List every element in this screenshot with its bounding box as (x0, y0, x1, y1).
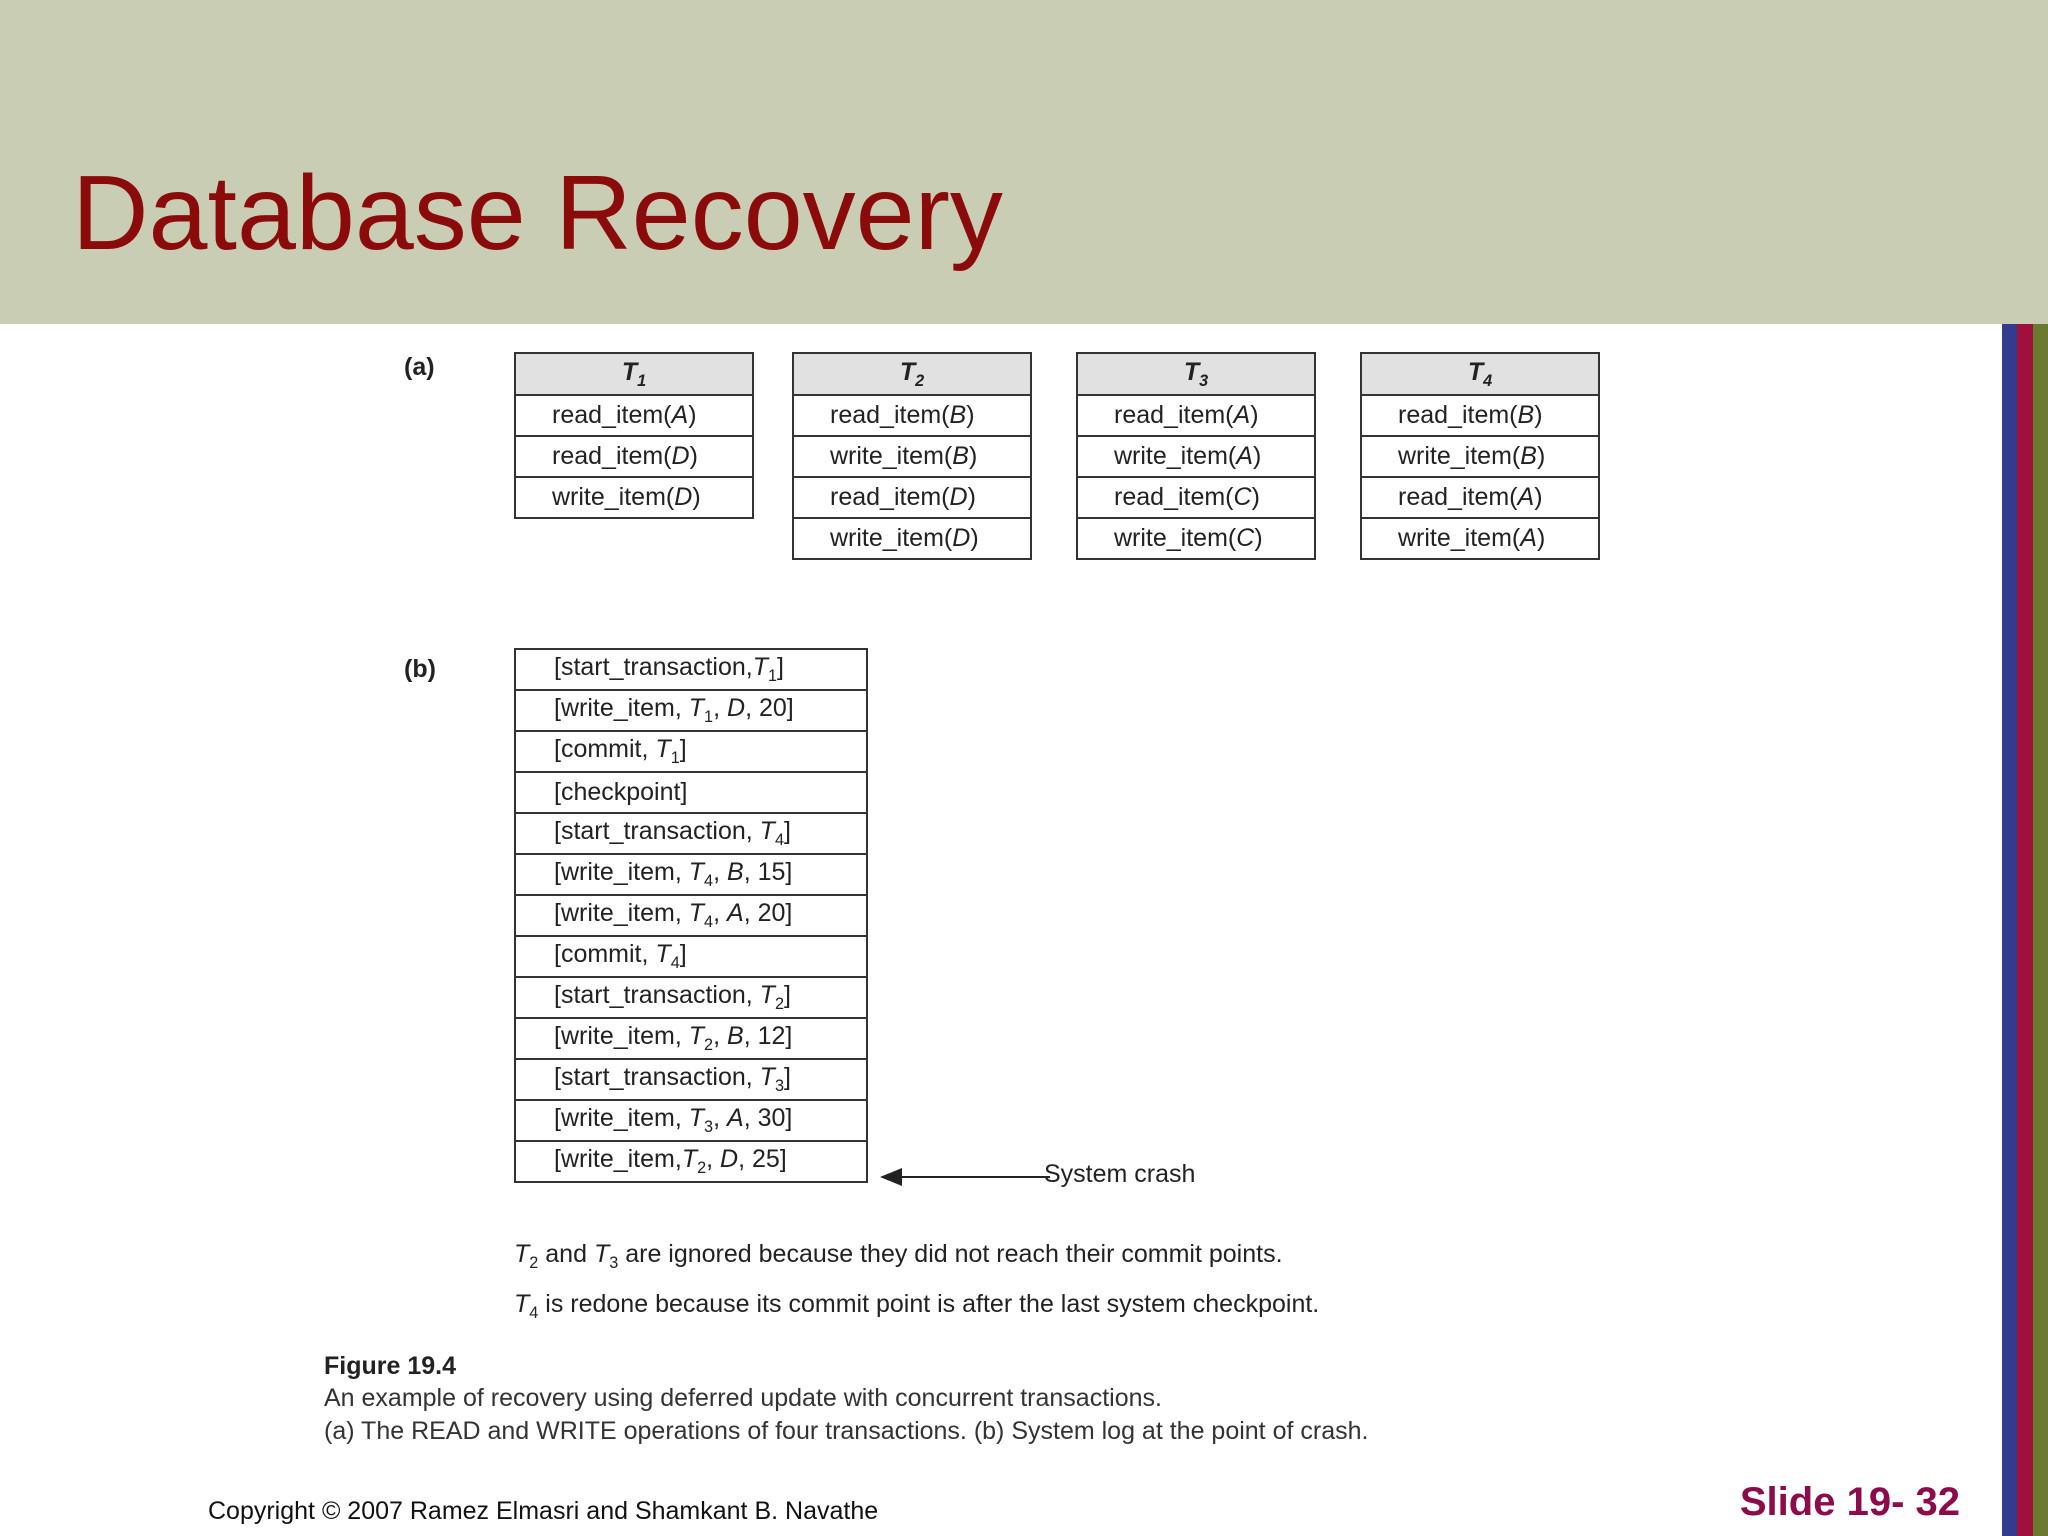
log-row (515, 1100, 867, 1141)
operation-cell: read_item(B) (793, 395, 1031, 436)
operation-cell: write_item(B) (793, 436, 1031, 477)
log-entry: [commit, $T_4$] (515, 936, 867, 977)
title-bar-edge (2002, 0, 2048, 324)
log-entry: [write_item, $T_4$, A, 20] (515, 895, 867, 936)
operation-cell: read_item(A) (1361, 477, 1599, 518)
system-crash-label: System crash (1044, 1160, 1196, 1188)
log-row (515, 813, 867, 854)
part-a-label: (a) (404, 353, 435, 381)
log-entry: [$write\_item,T_2$, D, 25] (515, 1141, 867, 1182)
log-entry: [commit, $T_1$] (515, 731, 867, 772)
log-entry: [write_item, $T_2$, B, 12] (515, 1018, 867, 1059)
log-entry: [write_item, $T_1$, D, 20] (515, 690, 867, 731)
log-row (515, 977, 867, 1018)
note-ignored: $T_2$ and $T_3$ are ignored because they did not reach their commit points. (514, 1240, 1283, 1272)
slide-title: Database Recovery (72, 154, 1003, 272)
slide-number: Slide 19- 32 (1739, 1480, 1960, 1524)
log-row (515, 1141, 867, 1182)
operation-cell: write_item(A) (1361, 518, 1599, 559)
log-row (515, 690, 867, 731)
arrow-shaft (898, 1176, 1050, 1178)
operation-cell: read_item(C) (1077, 477, 1315, 518)
figure-title: Figure 19.4 (324, 1352, 456, 1380)
operation-cell: write_item(D) (515, 477, 753, 518)
log-entry: $[start\_transaction,T_1]$ (515, 649, 867, 690)
operation-cell: read_item(D) (515, 436, 753, 477)
transaction-header: $T_4$ (1361, 353, 1599, 395)
log-row (515, 854, 867, 895)
operation-cell: write_item(A) (1077, 436, 1315, 477)
log-row (515, 1059, 867, 1100)
operation-cell: write_item(D) (793, 518, 1031, 559)
figure-caption-line-2: (a) The READ and WRITE operations of four transactions. (b) System log at the point of crash. (324, 1417, 1369, 1445)
log-row (515, 731, 867, 772)
log-entry: [start_transaction, $T_4$] (515, 813, 867, 854)
log-row (515, 772, 867, 813)
log-row (515, 936, 867, 977)
transaction-table-t1 (514, 352, 754, 519)
transaction-table-t4 (1360, 352, 1600, 560)
figure-caption-line-1: An example of recovery using deferred update with concurrent transactions. (324, 1384, 1162, 1412)
log-entry: [start_transaction, $T_3$] (515, 1059, 867, 1100)
log-entry: [write_item, $T_3$, A, 30] (515, 1100, 867, 1141)
copyright-notice: Copyright © 2007 Ramez Elmasri and Shamkant B. Navathe (208, 1497, 879, 1525)
transaction-header: $T_2$ (793, 353, 1031, 395)
log-row (515, 895, 867, 936)
transaction-table-t2 (792, 352, 1032, 560)
operation-cell: write_item(B) (1361, 436, 1599, 477)
log-row (515, 1018, 867, 1059)
side-stripe-blue (2002, 324, 2017, 1536)
side-stripe-green (2033, 324, 2048, 1536)
operation-cell: write_item(C) (1077, 518, 1315, 559)
side-stripe-red (2017, 324, 2033, 1536)
system-log-table (514, 648, 868, 1183)
operation-cell: read_item(A) (1077, 395, 1315, 436)
log-row (515, 649, 867, 690)
operation-cell: read_item(A) (515, 395, 753, 436)
part-b-label: (b) (404, 655, 436, 683)
log-entry: [checkpoint] (515, 772, 867, 813)
operation-cell: read_item(D) (793, 477, 1031, 518)
note-redone: $T_4$ is redone because its commit point is after the last system checkpoint. (514, 1290, 1320, 1322)
transaction-header: $T_3$ (1077, 353, 1315, 395)
log-entry: [write_item, $T_4$, B, 15] (515, 854, 867, 895)
transaction-header: $T_1$ (515, 353, 753, 395)
transaction-table-t3 (1076, 352, 1316, 560)
operation-cell: read_item(B) (1361, 395, 1599, 436)
log-entry: [start_transaction, $T_2$] (515, 977, 867, 1018)
